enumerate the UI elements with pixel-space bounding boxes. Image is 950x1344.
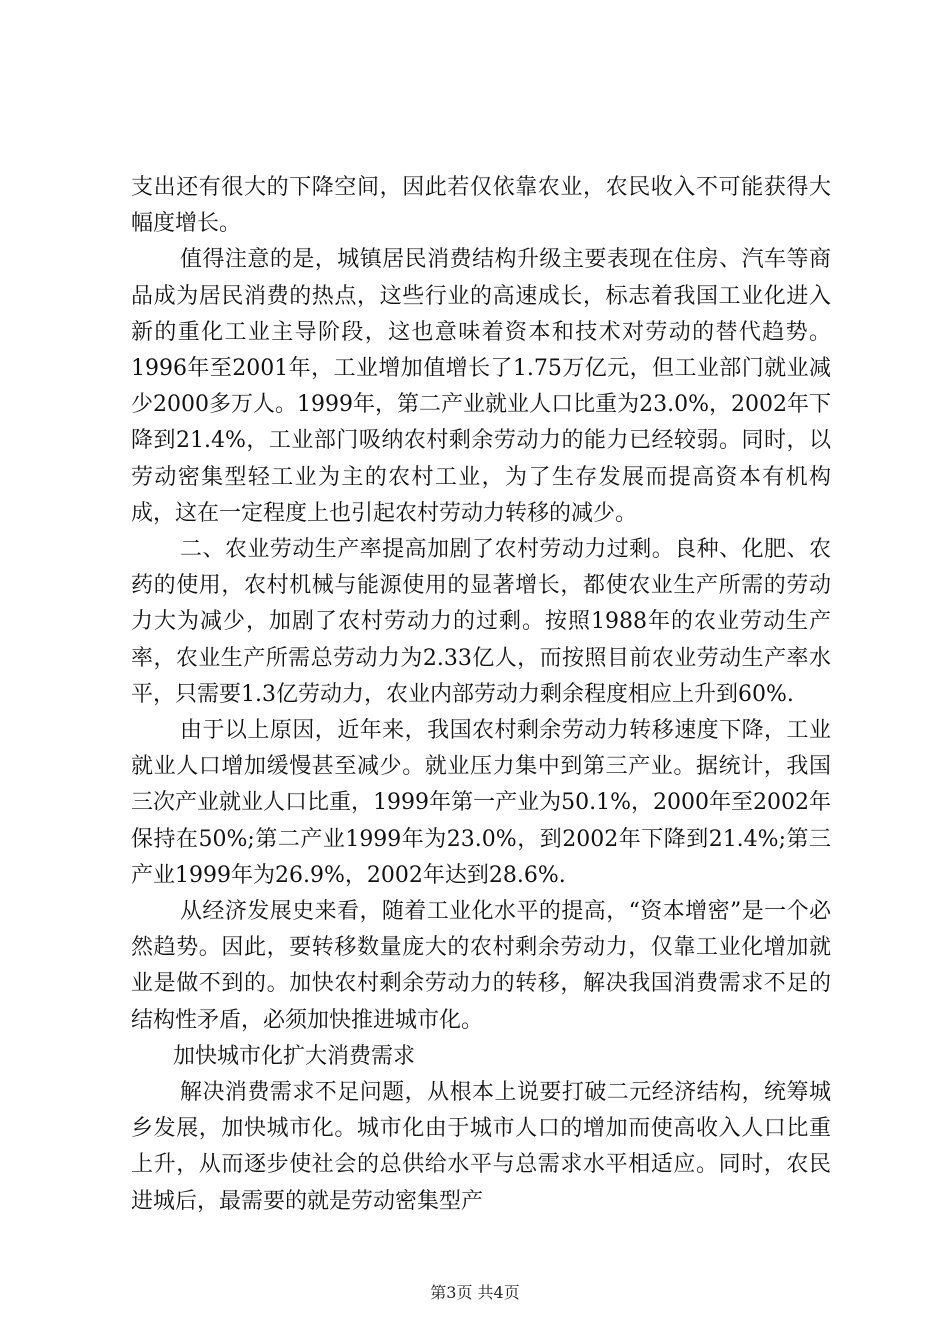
paragraph-capital-deepening: 从经济发展史来看，随着工业化水平的提高，“资本增密”是一个必然趋势。因此，要转移数量庞大的农村剩余劳动力，仅靠工业化增加就业是做不到的。加快农村剩余劳动力的转移，解决我国消费需求不足的结构性矛盾，必须加快推进城市化。 [131, 899, 831, 1033]
paragraph-industrialization: 值得注意的是，城镇居民消费结构升级主要表现在住房、汽车等商品成为居民消费的热点，这些行业的高速成长，标志着我国工业化进入新的重化工业主导阶段，这也意味着资本和技术对劳动的替代趋势。1996年至2001年，工业增加值增长了1.75万亿元，但工业部门就业减少2000多万人。1999年，第二产业就业人口比重为23.0%，2002年下降到21.4%，工业部门吸纳农村剩余劳动力的能力已经较弱。同时，以劳动密集型轻工业为主的农村工业，为了生存发展而提高资本有机构成，这在一定程度上也引起农村劳动力转移的减少。 [131, 247, 831, 526]
paragraph-agricultural-productivity: 二、农业劳动生产率提高加剧了农村劳动力过剩。良种、化肥、农药的使用，农村机械与能源使用的显著增长，都使农业生产所需的劳动力大为减少，加剧了农村劳动力的过剩。按照1988年的农业劳动生产率，农业生产所需总劳动力为2.33亿人，而按照目前农业劳动生产率水平，只需要1.3亿劳动力，农业内部劳动力剩余程度相应上升到60%. [131, 537, 831, 707]
paragraph-urbanization: 解决消费需求不足问题，从根本上说要打破二元经济结构，统筹城乡发展，加快城市化。城市化由于城市人口的增加而使高收入人口比重上升，从而逐步使社会的总供给水平与总需求水平相适应。同时，农民进城后，最需要的就是劳动密集型产 [131, 1080, 831, 1214]
document-body [131, 170, 831, 1220]
paragraph-employment-structure: 由于以上原因，近年来，我国农村剩余劳动力转移速度下降，工业就业人口增加缓慢甚至减少。就业压力集中到第三产业。据统计，我国三次产业就业人口比重，1999年第一产业为50.1%，2000年至2002年保持在50%;第二产业1999年为23.0%，到2002年下降到21.4%;第三产业1999年为26.9%，2002年达到28.6%. [131, 718, 831, 888]
paragraph-continuation: 支出还有很大的下降空间，因此若仅依靠农业，农民收入不可能获得大幅度增长。 [131, 175, 831, 237]
page-number-footer: 第3页 共4页 [430, 1283, 520, 1302]
section-heading: 加快城市化扩大消费需求 [173, 1043, 416, 1069]
